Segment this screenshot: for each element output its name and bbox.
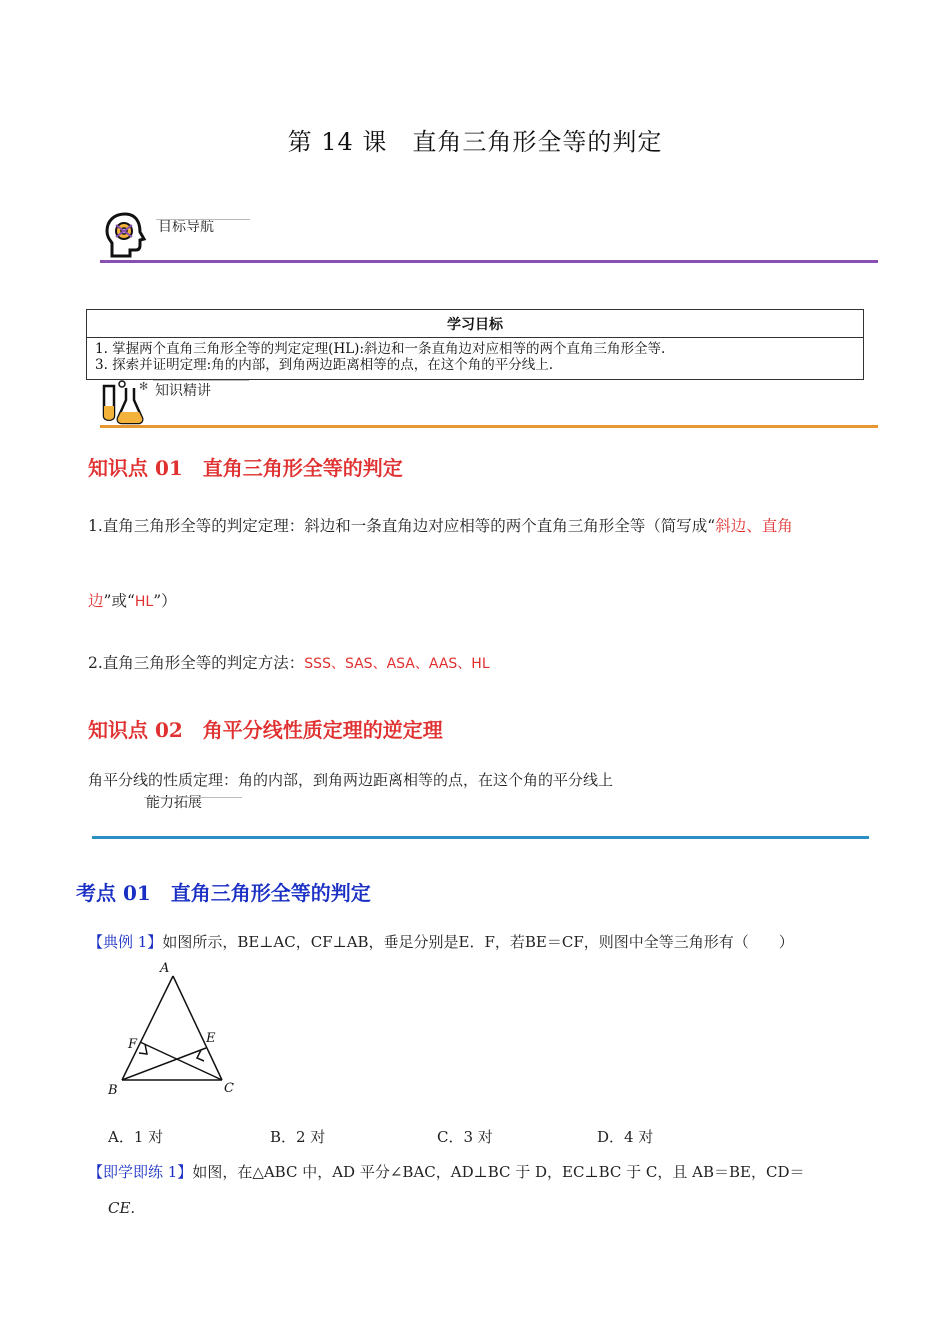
vertex-a-label: A (160, 961, 170, 976)
blue-divider (92, 836, 869, 839)
option-b: B．2 对 (270, 1128, 326, 1146)
triangle-figure (100, 958, 245, 1098)
practice-1 (88, 1161, 805, 1182)
practice-1-text-cont: CE. (108, 1199, 136, 1217)
ability-underline (144, 797, 242, 798)
ability-ext-label: 能力拓展 (146, 795, 202, 811)
practice-1-label: 【即学即练 1】 (88, 1163, 193, 1181)
orange-divider (100, 425, 878, 428)
option-a: A．1 对 (108, 1128, 164, 1146)
sparkle-icon: ✻ (139, 380, 149, 393)
vertex-e-label: E (206, 1031, 216, 1046)
knowledge-point-01-heading: 知识点 01 直角三角形全等的判定 (88, 456, 403, 480)
example-1-text: 如图所示，BE⊥AC，CF⊥AB，垂足分别是E．F，若BE＝CF，则图中全等三角形有（ ） (162, 933, 794, 951)
goals-header: 学习目标 (87, 310, 864, 338)
knowledge-point-02-heading: 知识点 02 角平分线性质定理的逆定理 (88, 718, 443, 742)
vertex-f-label: F (128, 1037, 138, 1052)
goal-item-1: 1. 掌握两个直角三角形全等的判定定理(HL):斜边和一条直角边对应相等的两个直角三角形全等. (95, 341, 666, 357)
practice-1-text: 如图，在△ABC 中，AD 平分∠BAC，AD⊥BC 于 D，EC⊥BC 于 C，且 AB＝BE，CD＝ (192, 1163, 805, 1181)
example-1-label: 【典例 1】 (88, 933, 163, 951)
brain-gear-icon (102, 210, 148, 260)
example-1 (88, 931, 794, 952)
knowledge-underline (153, 380, 249, 381)
kp1-line-2: 边”或“HL”） (88, 592, 177, 610)
kp1-line-1: 1.直角三角形全等的判定定理：斜边和一条直角边对应相等的两个直角三角形全等（简写成“斜边、直角 (88, 517, 793, 535)
kp1-line-3: 2.直角三角形全等的判定方法：SSS、SAS、ASA、AAS、HL (88, 654, 490, 672)
vertex-c-label: C (224, 1081, 234, 1096)
knowledge-lecture-label: 知识精讲 (155, 383, 211, 399)
learning-goals-table (86, 309, 864, 380)
purple-divider (100, 260, 878, 263)
vertex-b-label: B (108, 1083, 118, 1098)
exam-point-01-heading: 考点 01 直角三角形全等的判定 (76, 881, 371, 905)
goal-item-2: 3. 探索并证明定理:角的内部，到角两边距离相等的点，在这个角的平分线上. (95, 357, 554, 373)
option-c: C．3 对 (437, 1128, 493, 1146)
kp2-line-1: 角平分线的性质定理：角的内部，到角两边距离相等的点，在这个角的平分线上 (88, 771, 614, 789)
option-d: D．4 对 (597, 1128, 654, 1146)
goal-nav-underline (156, 219, 250, 220)
page-title: 第 14 课 直角三角形全等的判定 (287, 128, 663, 156)
goal-nav-label: 目标导航 (158, 219, 214, 235)
